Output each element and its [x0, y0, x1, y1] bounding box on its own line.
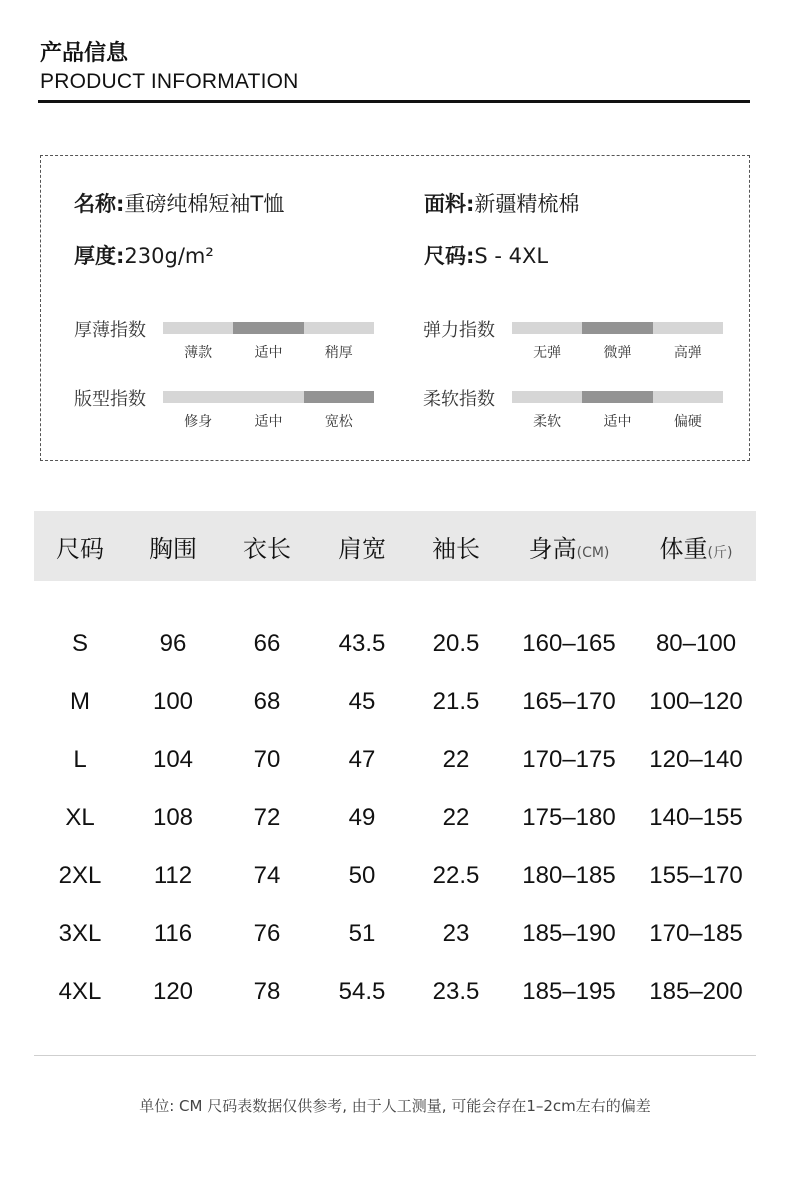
table-cell: 68 [253, 688, 281, 715]
table-row [34, 905, 756, 963]
header-height: 身高(CM) [528, 534, 610, 563]
table-cell: 20.5 [432, 630, 480, 657]
header-chest: 胸围 [149, 534, 197, 563]
table-cell: 185–195 [522, 978, 616, 1005]
index-option: 无弹 [533, 345, 562, 361]
index-option: 高弹 [673, 345, 702, 361]
table-cell: 120–140 [649, 746, 743, 773]
index-option: 适中 [254, 345, 283, 361]
index-segment [233, 322, 303, 334]
index-segment [653, 391, 723, 403]
title-divider [38, 100, 750, 103]
footer-divider [34, 1055, 756, 1056]
table-cell: 51 [348, 920, 376, 947]
fabric-label: 面料: [424, 192, 475, 216]
size-range-value: S - 4XL [474, 244, 549, 268]
table-cell: 165–170 [522, 688, 616, 715]
fabric-value: 新疆精梳棉 [474, 192, 580, 216]
measurement-note: 单位: CM 尺码表数据仅供参考, 由于人工测量, 可能会存在1–2cm左右的偏差 [139, 1097, 651, 1115]
table-cell: 2XL [58, 862, 102, 889]
table-cell: 96 [159, 630, 187, 657]
table-row [34, 963, 756, 1021]
index-segment [163, 391, 233, 403]
index-segment [582, 391, 652, 403]
table-cell: 74 [253, 862, 281, 889]
index-label: 柔软指数 [423, 389, 495, 410]
index-option: 薄款 [184, 345, 213, 361]
weight-label: 厚度: [74, 244, 125, 268]
table-cell: 140–155 [649, 804, 743, 831]
index-segment [304, 322, 374, 334]
table-cell: 120 [152, 978, 194, 1005]
header-unit: (CM) [576, 544, 610, 561]
table-cell: 45 [348, 688, 376, 715]
name-field [74, 188, 284, 218]
table-cell: 22 [442, 746, 470, 773]
table-row [34, 789, 756, 847]
header-size: 尺码 [56, 534, 104, 563]
table-cell: 21.5 [432, 688, 480, 715]
index-option: 修身 [184, 414, 213, 430]
index-bar [163, 391, 374, 403]
table-cell: 49 [348, 804, 376, 831]
page-title: 产品信息 [40, 41, 129, 66]
table-cell: XL [65, 804, 95, 831]
index-bar [163, 322, 374, 334]
index-segment [512, 322, 582, 334]
table-cell: 70 [253, 746, 281, 773]
table-cell: 160–165 [522, 630, 616, 657]
table-cell: 3XL [58, 920, 102, 947]
header-length: 衣长 [243, 534, 291, 563]
page-subtitle: PRODUCT INFORMATION [40, 70, 299, 93]
table-cell: 72 [253, 804, 281, 831]
table-cell: 155–170 [649, 862, 743, 889]
table-cell: S [71, 630, 88, 657]
index-segment [512, 391, 582, 403]
index-bar [512, 391, 723, 403]
index-segment [653, 322, 723, 334]
table-cell: L [73, 746, 87, 773]
index-segment [304, 391, 374, 403]
table-cell: 185–200 [649, 978, 743, 1005]
header-sleeve: 袖长 [432, 534, 480, 563]
table-cell: 108 [152, 804, 194, 831]
table-cell: 23.5 [432, 978, 480, 1005]
table-cell: 22 [442, 804, 470, 831]
header-unit: (斤) [707, 544, 733, 561]
table-cell: 170–175 [522, 746, 616, 773]
table-header-row [34, 511, 756, 581]
size-range-label: 尺码: [424, 244, 475, 268]
index-label: 版型指数 [74, 389, 146, 410]
size-chart-table [34, 511, 756, 1021]
table-cell: 66 [253, 630, 281, 657]
header-shoulder: 肩宽 [338, 534, 386, 563]
table-row [34, 673, 756, 731]
table-cell: 78 [253, 978, 281, 1005]
table-cell: 180–185 [522, 862, 616, 889]
table-cell: 100–120 [649, 688, 743, 715]
weight-value: 230g/m² [124, 244, 214, 268]
weight-field [74, 240, 214, 270]
fabric-field [424, 188, 579, 218]
table-cell: 43.5 [338, 630, 386, 657]
name-value: 重磅纯棉短袖T恤 [124, 192, 285, 216]
table-cell: 185–190 [522, 920, 616, 947]
table-cell: 4XL [58, 978, 102, 1005]
index-label: 弹力指数 [423, 320, 495, 341]
table-cell: 23 [442, 920, 470, 947]
index-option: 柔软 [533, 414, 562, 430]
table-cell: 170–185 [649, 920, 743, 947]
table-cell: 54.5 [338, 978, 386, 1005]
size-range-field [424, 240, 548, 270]
product-info-box [40, 155, 750, 461]
index-segment [163, 322, 233, 334]
table-row [34, 847, 756, 905]
index-segment [582, 322, 652, 334]
table-row [34, 731, 756, 789]
index-bar [512, 322, 723, 334]
index-option: 偏硬 [673, 414, 702, 430]
table-cell: M [70, 688, 90, 715]
table-cell: 47 [348, 746, 376, 773]
index-segment [233, 391, 303, 403]
index-option: 宽松 [324, 414, 353, 430]
table-cell: 22.5 [432, 862, 480, 889]
table-cell: 80–100 [655, 630, 737, 657]
table-cell: 104 [152, 746, 194, 773]
index-label: 厚薄指数 [74, 320, 146, 341]
name-label: 名称: [74, 192, 125, 216]
index-option: 微弹 [603, 345, 632, 361]
table-cell: 100 [152, 688, 194, 715]
table-row [34, 581, 756, 673]
index-option: 适中 [603, 414, 632, 430]
index-option: 稍厚 [324, 345, 353, 361]
index-option: 适中 [254, 414, 283, 430]
header-weight: 体重(斤) [659, 534, 733, 563]
table-cell: 76 [253, 920, 281, 947]
table-cell: 116 [153, 920, 193, 947]
table-cell: 50 [348, 862, 376, 889]
table-cell: 112 [153, 862, 193, 889]
table-cell: 175–180 [522, 804, 616, 831]
